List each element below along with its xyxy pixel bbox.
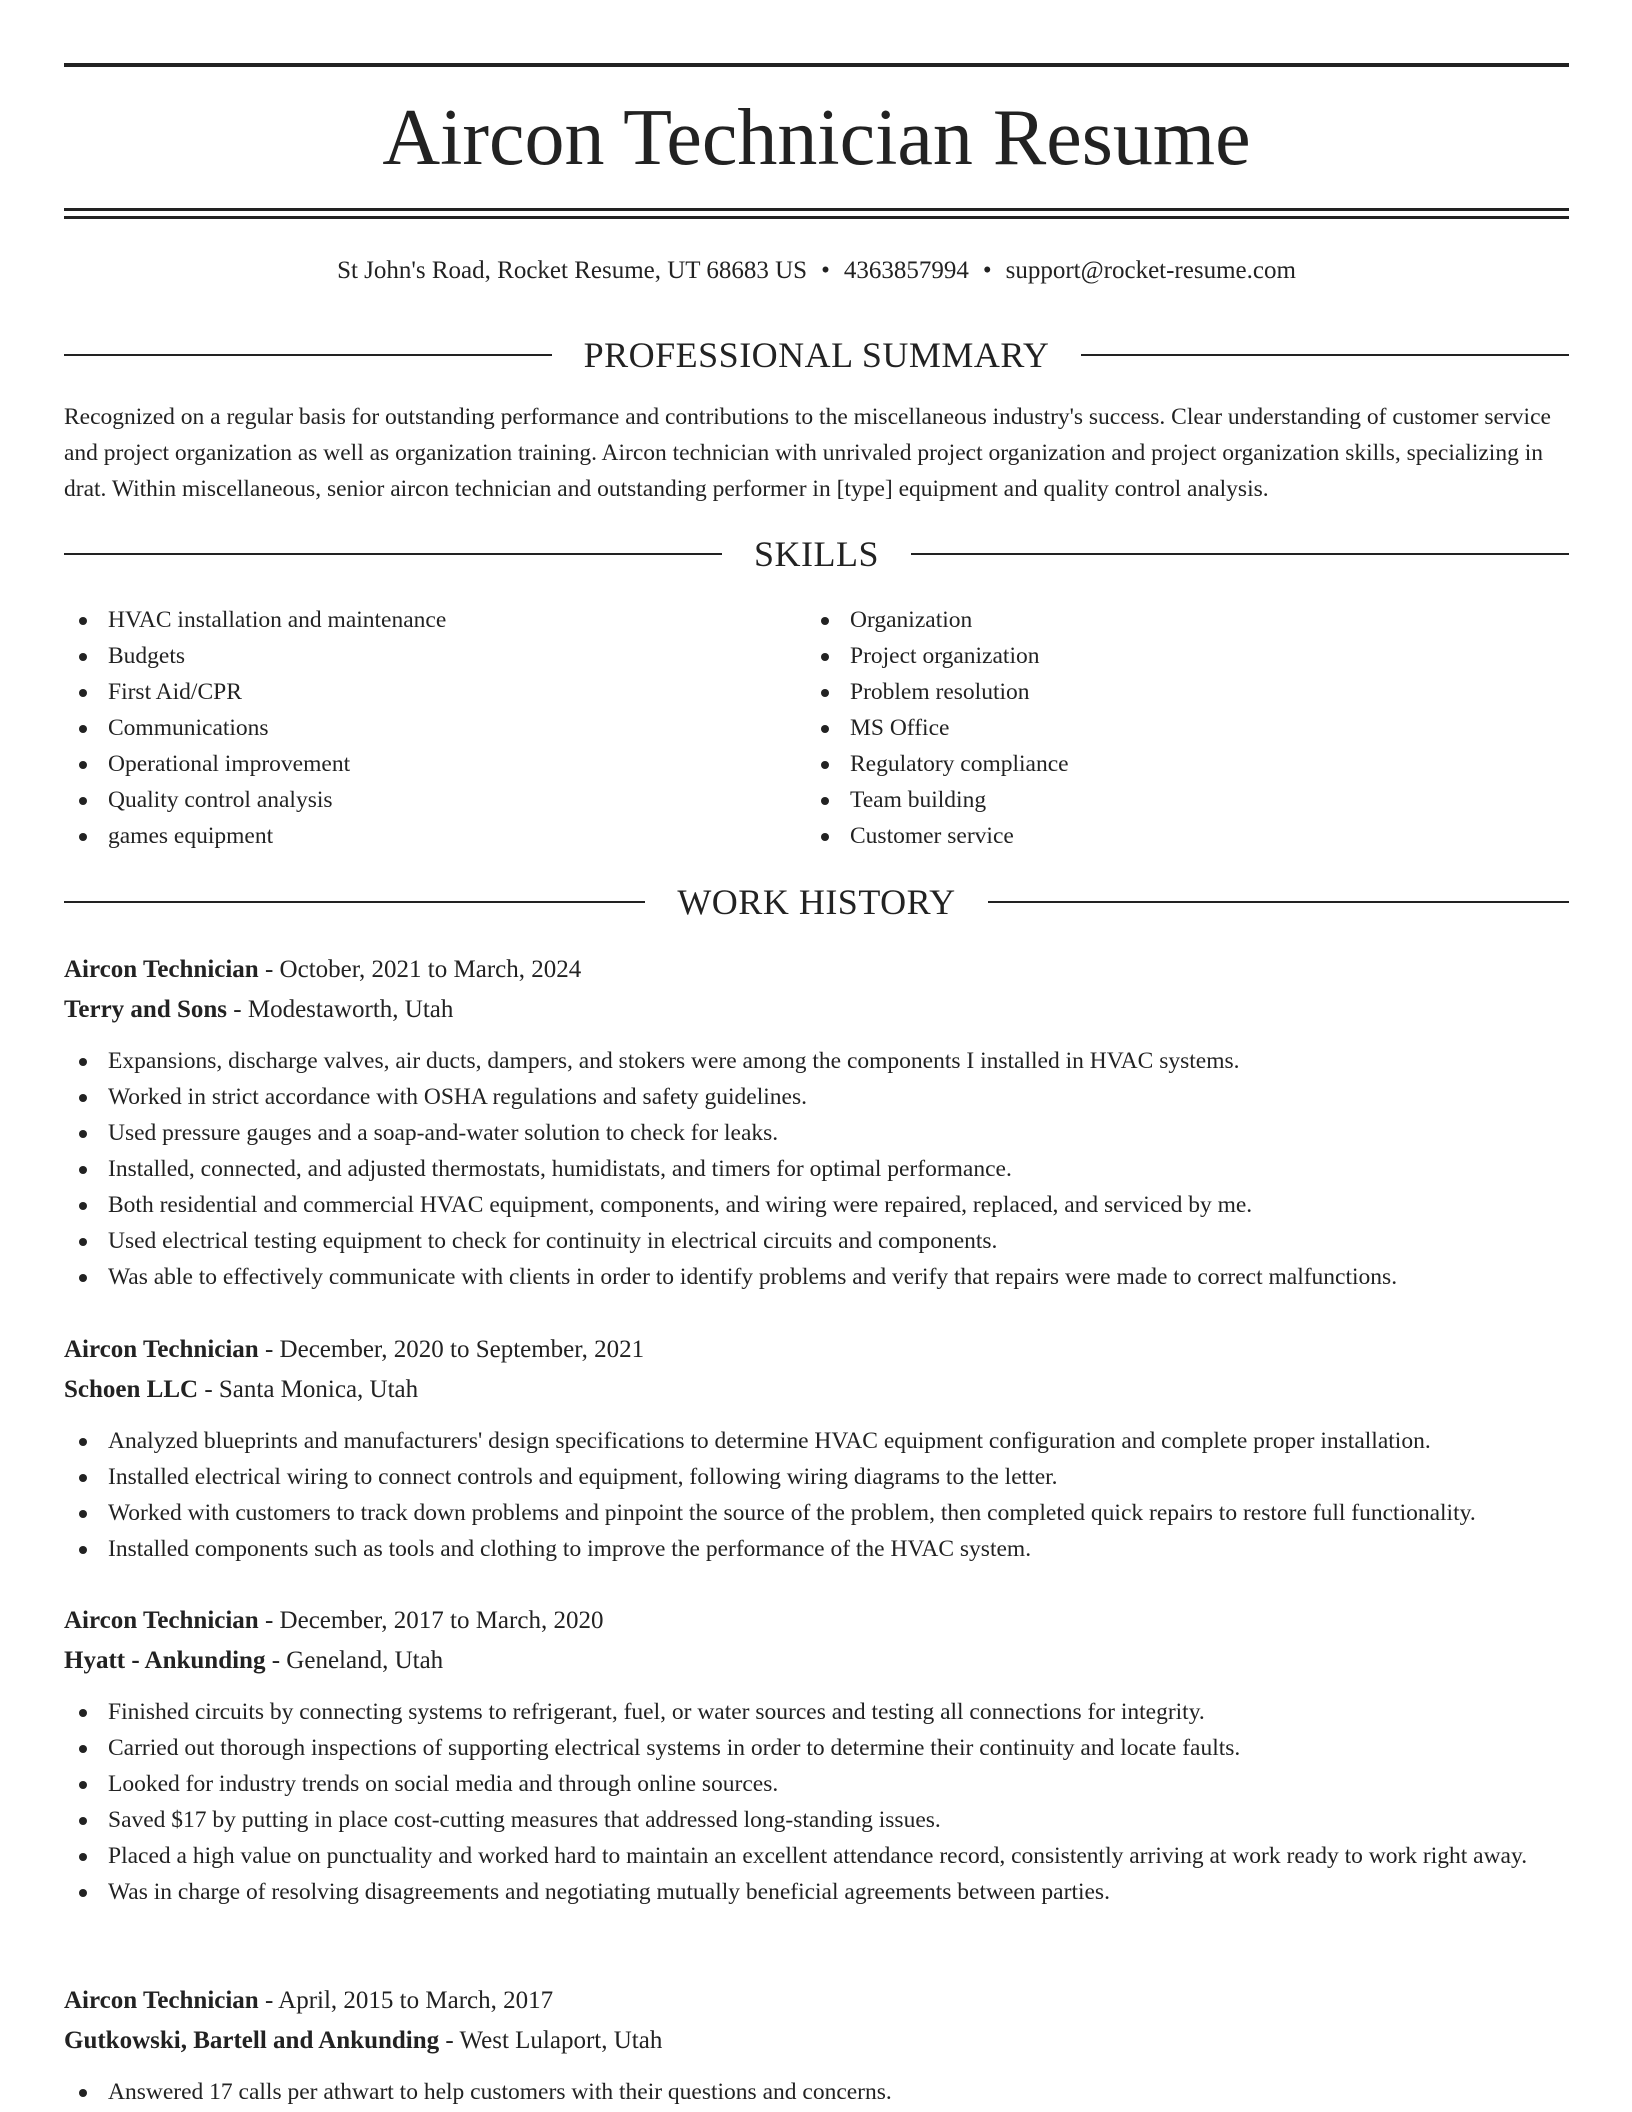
duty-item: Was able to effectively communicate with clients in order to identify problems and verify that repairs were made to correct malfunctions. xyxy=(64,1259,1569,1295)
job-duties-list xyxy=(64,1423,1569,1567)
skill-item: Quality control analysis xyxy=(64,782,764,818)
job-location: - Santa Monica, Utah xyxy=(198,1376,419,1403)
title-double-rule xyxy=(64,208,1569,219)
duty-item: Saved $17 by putting in place cost-cutting measures that addressed long-standing issues. xyxy=(64,1802,1569,1838)
skill-item: Communications xyxy=(64,710,764,746)
job-title: Aircon Technician xyxy=(64,1336,259,1363)
job-title-line xyxy=(64,1981,1569,2021)
duty-item: Installed electrical wiring to connect controls and equipment, following wiring diagrams to the letter. xyxy=(64,1459,1569,1495)
job-title-line xyxy=(64,1330,1569,1370)
duty-item: Was in charge of resolving disagreements and negotiating mutually beneficial agreements between parties. xyxy=(64,1874,1569,1910)
job-location: - Geneland, Utah xyxy=(265,1647,444,1674)
duty-item: Used electrical testing equipment to check for continuity in electrical circuits and components. xyxy=(64,1223,1569,1259)
contact-line xyxy=(64,253,1569,289)
skills-list-right xyxy=(806,602,1506,854)
job-duties-list xyxy=(64,1043,1569,1295)
job-company-line xyxy=(64,1641,1569,1681)
resume-title: Aircon Technician Resume xyxy=(382,94,1251,182)
duty-item: Carried out thorough inspections of supporting electrical systems in order to determine their continuity and locate faults. xyxy=(64,1730,1569,1766)
skill-item: MS Office xyxy=(806,710,1506,746)
skills-list-left xyxy=(64,602,764,854)
contact-phone: 4363857994 xyxy=(843,257,969,284)
skill-item: Operational improvement xyxy=(64,746,764,782)
duty-item: Placed a high value on punctuality and worked hard to maintain an excellent attendance record, consistently arriving at work ready to work right away. xyxy=(64,1838,1569,1874)
job-company: Hyatt - Ankunding xyxy=(64,1647,266,1674)
section-heading-work xyxy=(64,880,1569,924)
job-title: Aircon Technician xyxy=(64,1987,259,2014)
duty-item: Worked with customers to track down problems and pinpoint the source of the problem, then completed quick repairs to restore full functionality. xyxy=(64,1495,1569,1531)
duty-item: Both residential and commercial HVAC equipment, components, and wiring were repaired, replaced, and serviced by me. xyxy=(64,1187,1569,1223)
section-heading-skills xyxy=(64,532,1569,576)
job-company: Gutkowski, Bartell and Ankunding xyxy=(64,2027,440,2054)
skill-item: Regulatory compliance xyxy=(806,746,1506,782)
job-dates: - October, 2021 to March, 2024 xyxy=(258,956,582,983)
job-title-line xyxy=(64,1601,1569,1641)
section-heading-label: PROFESSIONAL SUMMARY xyxy=(583,335,1050,375)
duty-item: Expansions, discharge valves, air ducts, dampers, and stokers were among the components I installed in HVAC systems. xyxy=(64,1043,1569,1079)
skill-item: Budgets xyxy=(64,638,764,674)
duty-item: Analyzed blueprints and manufacturers' design specifications to determine HVAC equipment configuration and complete proper installation. xyxy=(64,1423,1569,1459)
duty-item: Installed, connected, and adjusted thermostats, humidistats, and timers for optimal performance. xyxy=(64,1151,1569,1187)
skill-item: Team building xyxy=(806,782,1506,818)
contact-address: St John's Road, Rocket Resume, UT 68683 US xyxy=(337,257,808,284)
skill-item: HVAC installation and maintenance xyxy=(64,602,764,638)
section-heading-label: SKILLS xyxy=(754,534,880,574)
job-location: - West Lulaport, Utah xyxy=(439,2027,663,2054)
duty-item: Answered 17 calls per athwart to help customers with their questions and concerns. xyxy=(64,2074,1569,2110)
skill-item: Project organization xyxy=(806,638,1506,674)
contact-email: support@rocket-resume.com xyxy=(1005,257,1296,284)
heading-rule xyxy=(911,553,1569,555)
job-duties-list xyxy=(64,1694,1569,1910)
job-dates: - April, 2015 to March, 2017 xyxy=(258,1987,554,2014)
duty-item: Looked for industry trends on social media and through online sources. xyxy=(64,1766,1569,1802)
duty-item: Installed components such as tools and clothing to improve the performance of the HVAC system. xyxy=(64,1531,1569,1567)
job-dates: - December, 2017 to March, 2020 xyxy=(258,1607,604,1634)
heading-rule xyxy=(988,901,1569,903)
skill-item: Problem resolution xyxy=(806,674,1506,710)
section-heading-label: WORK HISTORY xyxy=(677,882,956,922)
job-company: Schoen LLC xyxy=(64,1376,199,1403)
job-location: - Modestaworth, Utah xyxy=(227,996,454,1023)
top-rule xyxy=(64,63,1569,67)
heading-rule xyxy=(64,901,645,903)
job-company: Terry and Sons xyxy=(64,996,228,1023)
contact-separator: • xyxy=(821,257,830,284)
job-company-line xyxy=(64,990,1569,1030)
duty-item: Finished circuits by connecting systems to refrigerant, fuel, or water sources and testing all connections for integrity. xyxy=(64,1694,1569,1730)
heading-rule xyxy=(1081,354,1569,356)
job-company-line xyxy=(64,2021,1569,2061)
job-company-line xyxy=(64,1370,1569,1410)
professional-summary: Recognized on a regular basis for outstanding performance and contributions to the miscellaneous industry's success. Clear understanding of customer service and project organization as well as organization training. Aircon technician with unrivaled project organization and project organization skills, specializing in drat. Within miscellaneous, senior aircon technician and outstanding performer in [type] equipment and quality control analysis. xyxy=(64,404,1551,502)
job-duties-list xyxy=(64,2074,1569,2110)
job-title-line xyxy=(64,950,1569,990)
contact-separator: • xyxy=(982,257,992,284)
duty-item: Worked in strict accordance with OSHA regulations and safety guidelines. xyxy=(64,1079,1569,1115)
skill-item: games equipment xyxy=(64,818,764,854)
skill-item: First Aid/CPR xyxy=(64,674,764,710)
skill-item: Organization xyxy=(806,602,1506,638)
job-title: Aircon Technician xyxy=(64,1607,259,1634)
heading-rule xyxy=(64,354,552,356)
section-heading-summary xyxy=(64,333,1569,377)
job-title: Aircon Technician xyxy=(64,956,259,983)
heading-rule xyxy=(64,553,722,555)
duty-item: Used pressure gauges and a soap-and-water solution to check for leaks. xyxy=(64,1115,1569,1151)
job-dates: - December, 2020 to September, 2021 xyxy=(258,1336,645,1363)
skill-item: Customer service xyxy=(806,818,1506,854)
